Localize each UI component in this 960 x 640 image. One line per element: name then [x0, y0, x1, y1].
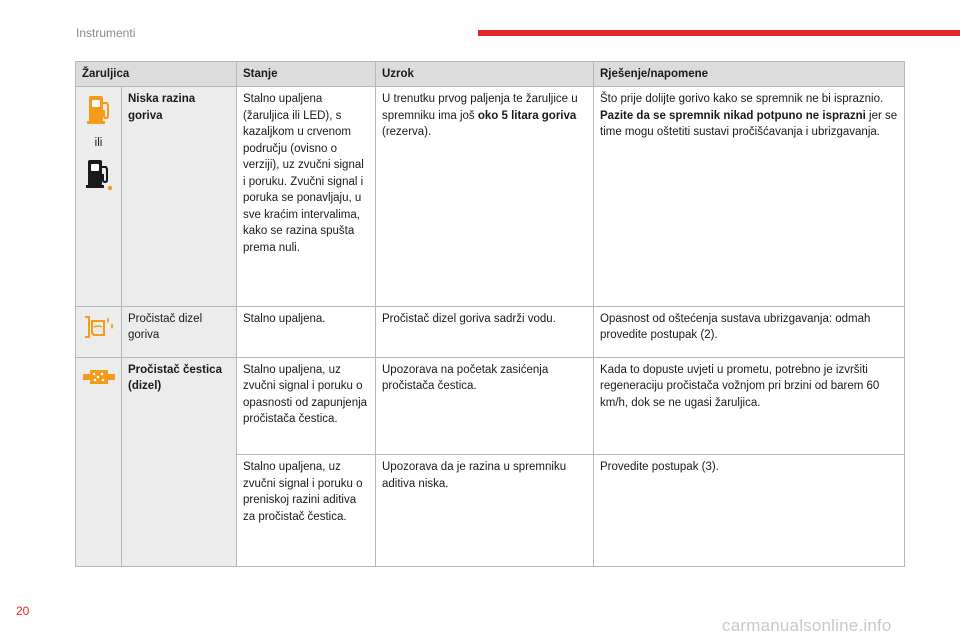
lamp-name: Pročistač čestica (dizel): [122, 357, 237, 567]
lamp-state: Stalno upaljena, uz zvučni signal i poruku o preniskoj razini aditiva za pročistač čestica.: [237, 455, 376, 567]
lamp-state: Stalno upaljena, uz zvučni signal i poruku o opasnosti od zapunjenja pročistača čestica.: [237, 357, 376, 455]
lamp-name: Pročistač dizel goriva: [122, 306, 237, 357]
table-row: [76, 357, 905, 455]
particle-filter-icon: [82, 364, 116, 396]
lamp-solution: Opasnost od oštećenja sustava ubrizgavanja: odmah provedite postupak (2).: [594, 306, 905, 357]
icon-separator: ili: [94, 136, 103, 149]
lamp-cause: Upozorava na početak zasićenja pročistača čestica.: [376, 357, 594, 455]
column-header-lamp: Žaruljica: [76, 62, 237, 87]
page-number: 20: [16, 604, 30, 618]
lamp-icon-cell: [76, 357, 122, 567]
fuel-pump-led-icon: [84, 157, 114, 197]
watermark: carmanualsonline.info: [722, 616, 892, 635]
table-row: [76, 87, 905, 307]
section-title: Instrumenti: [76, 26, 136, 40]
lamp-cause: Upozorava da je razina u spremniku aditiva niska.: [376, 455, 594, 567]
lamp-cause: U trenutku prvog paljenja te žaruljice u spremniku ima još oko 5 litara goriva (rezerva).: [376, 87, 594, 307]
lamp-solution: Što prije dolijte gorivo kako se spremnik ne bi ispraznio. Pazite da se spremnik nikad potpuno ne isprazni jer se time mogu oštetiti sustavi pročišćavanja i ubrizgavanja.: [594, 87, 905, 307]
lamp-name: Niska razina goriva: [122, 87, 237, 307]
column-header-cause: Uzrok: [376, 62, 594, 87]
table-header-row: [76, 62, 905, 87]
lamp-cause: Pročistač dizel goriva sadrži vodu.: [376, 306, 594, 357]
water-in-diesel-icon: [82, 313, 116, 347]
column-header-solution: Rješenje/napomene: [594, 62, 905, 87]
fuel-pump-icon: [85, 93, 113, 131]
lamp-icon-cell: [76, 87, 122, 307]
lamp-solution: Kada to dopuste uvjeti u prometu, potrebno je izvršiti regeneraciju pročistača vožnjom pri brzini od barem 60 km/h, dok se ne ugasi žaruljica.: [594, 357, 905, 455]
column-header-state: Stanje: [237, 62, 376, 87]
lamp-solution: Provedite postupak (3).: [594, 455, 905, 567]
table-row: [76, 306, 905, 357]
lamp-state: Stalno upaljena (žaruljica ili LED), s kazaljkom u crvenom području (ovisno o verziji), uz zvučni signal i poruku. Zvučni signal i poruka se ponavljaju, u sve kraćim intervalima, kako se razina spušta prema nuli.: [237, 87, 376, 307]
lamp-state: Stalno upaljena.: [237, 306, 376, 357]
lamp-icon-cell: [76, 306, 122, 357]
header-accent-bar: [478, 30, 960, 36]
warning-lamp-table: [75, 61, 905, 567]
